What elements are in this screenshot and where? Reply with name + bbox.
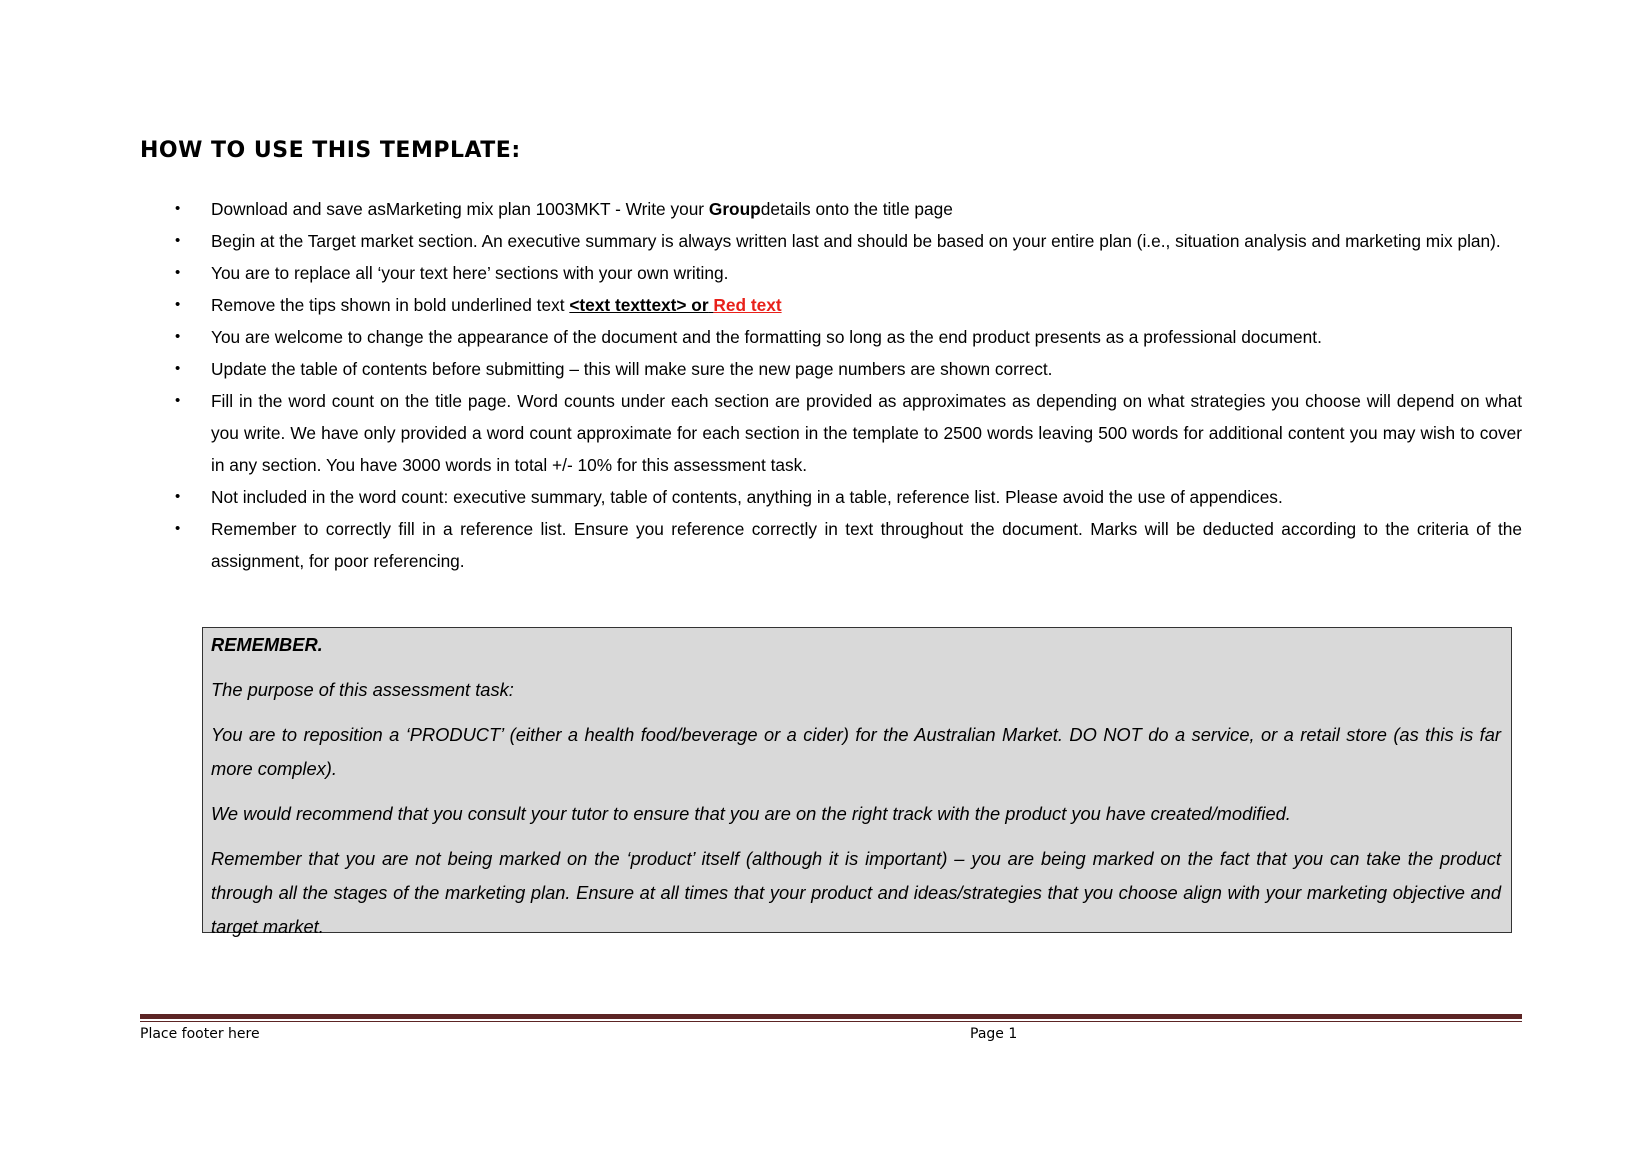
bullet-icon: • xyxy=(175,232,181,249)
footer-divider-thin xyxy=(140,1021,1522,1022)
remember-heading: REMEMBER. xyxy=(211,634,323,655)
bullet-icon: • xyxy=(175,488,181,505)
list-item-text: You are to replace all ‘your text here’ sections with your own writing. xyxy=(211,263,729,283)
bullet-icon: • xyxy=(175,200,181,217)
page-title: HOW TO USE THIS TEMPLATE: xyxy=(140,138,521,163)
bullet-icon: • xyxy=(175,328,181,345)
list-item xyxy=(140,193,1522,225)
list-item-text: Remove the tips shown in bold underlined text xyxy=(211,295,570,315)
instruction-list xyxy=(140,193,1522,577)
footer-text: Place footer here xyxy=(140,1026,260,1042)
group-bold-text: Group xyxy=(708,199,761,219)
remember-recommend: We would recommend that you consult your tutor to ensure that you are on the right track with the product you have created/modified. xyxy=(211,803,1291,824)
list-item xyxy=(140,385,1522,481)
tip-underlined-text: <text texttext> or xyxy=(569,295,709,315)
remember-purpose: The purpose of this assessment task: xyxy=(211,679,514,700)
list-item-text: Update the table of contents before submitting – this will make sure the new page numbers are shown correct. xyxy=(211,359,1053,379)
list-item-text: Fill in the word count on the title page. Word counts under each section are provided as approximates as depending on what strategies you choose will depend on what you write. We have only provided a word count approximate for each section in the template to 2500 words leaving 500 words for additional content you may wish to cover in any section. You have 3000 words in total +/- 10% for this assessment task. xyxy=(211,391,1522,475)
page-number: Page 1 xyxy=(970,1026,1018,1042)
bullet-icon: • xyxy=(175,296,181,313)
list-item xyxy=(140,513,1522,577)
list-item xyxy=(140,353,1522,385)
list-item xyxy=(140,225,1522,257)
list-item-text: You are welcome to change the appearance of the document and the formatting so long as the end product presents as a professional document. xyxy=(211,327,1322,347)
list-item xyxy=(140,257,1522,289)
list-item-text: Begin at the Target market section. An executive summary is always written last and should be based on your entire plan (i.e., situation analysis and marketing mix plan). xyxy=(211,231,1501,251)
list-item xyxy=(140,481,1522,513)
list-item-text: Download and save asMarketing mix plan 1003MKT - Write your xyxy=(211,199,709,219)
remember-box xyxy=(202,627,1512,937)
list-item-text: details onto the title page xyxy=(760,199,953,219)
list-item-text: Remember to correctly fill in a reference list. Ensure you reference correctly in text throughout the document. Marks will be deducted according to the criteria of the assignment, for poor referencing. xyxy=(211,519,1522,571)
bullet-icon: • xyxy=(175,392,181,409)
bullet-icon: • xyxy=(175,264,181,281)
list-item xyxy=(140,321,1522,353)
bullet-icon: • xyxy=(175,520,181,537)
list-item xyxy=(140,289,1522,321)
list-item-text: Not included in the word count: executive summary, table of contents, anything in a table, reference list. Please avoid the use of appendices. xyxy=(211,487,1283,507)
bullet-icon: • xyxy=(175,360,181,377)
red-tip-text: Red text xyxy=(713,295,782,315)
remember-marked: Remember that you are not being marked on the ‘product’ itself (although it is important) – you are being marked on the fact that you can take the product through all the stages of the marketing plan. Ensure at all times that your product and ideas/strategies that you choose align with your marketing objective and target market. xyxy=(211,848,1501,937)
footer-divider-thick xyxy=(140,1014,1522,1019)
remember-reposition: You are to reposition a ‘PRODUCT’ (either a health food/beverage or a cider) for the Australian Market. DO NOT do a service, or a retail store (as this is far more complex). xyxy=(211,724,1501,779)
